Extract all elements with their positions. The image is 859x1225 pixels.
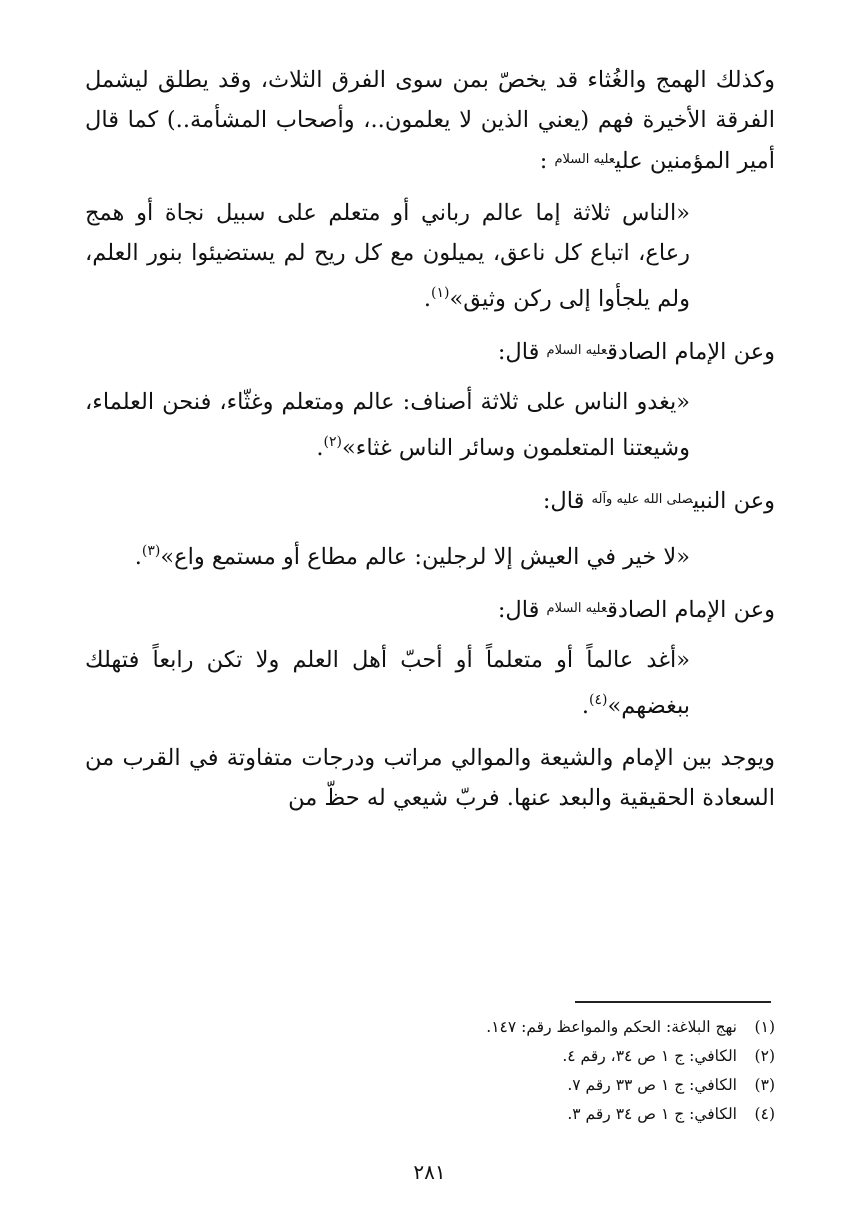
paragraph-1 [85, 60, 775, 181]
paragraph-text: وكذلك الهمج والغُثاء قد يخصّ بمن سوى الفرق الثلاث، وقد يطلق ليشمل الفرقة الأخيرة فهم (يعني الذين لا يعلمون..، وأصحاب المشأمة..) كما قال أمير المؤمنين علي [85, 67, 775, 174]
page-body [85, 60, 775, 830]
quote-3 [85, 531, 690, 577]
footnote-text: الكافي: ج ١ ص ٣٣ رقم ٧. [567, 1076, 737, 1094]
quote-text: «يغدو الناس على ثلاثة أصناف: عالم ومتعلم وغثّاء، فنحن العلماء، وشيعتنا المتعلمون وسائر الناس غثاء» [85, 389, 690, 461]
footnote-text: الكافي: ج ١ ص ٣٤ رقم ٣. [567, 1105, 737, 1123]
intro-text: وعن الإمام الصادق [607, 597, 775, 623]
quote-4 [85, 640, 690, 726]
page-number: ٢٨١ [413, 1160, 446, 1184]
intro-line-1 [85, 331, 775, 372]
quote-1 [85, 193, 690, 319]
intro-suffix: قال: [497, 597, 540, 623]
footnote-text: نهج البلاغة: الحكم والمواعظ رقم: ١٤٧. [486, 1018, 737, 1036]
footnote-divider [575, 1001, 771, 1003]
honorific-symbol: عليه السلام [546, 343, 608, 358]
quote-text: «لا خير في العيش إلا لرجلين: عالم مطاع أو مستمع واع» [160, 544, 690, 570]
quote-suffix: . [423, 286, 431, 312]
honorific-symbol: عليه السلام [554, 152, 616, 167]
quote-text: «أغد عالماً أو متعلماً أو أحبّ أهل العلم ولا تكن رابعاً فتهلك ببغضهم» [85, 647, 690, 719]
footnote-ref-4: (٤) [589, 692, 608, 708]
footnote-ref-3: (٣) [141, 543, 161, 559]
footnote-ref-2: (٢) [323, 434, 342, 450]
quote-suffix: . [581, 693, 589, 719]
paragraph-text: ويوجد بين الإمام والشيعة والموالي مراتب ودرجات متفاوتة في القرب من السعادة الحقيقية والبعد عنها. فربّ شيعي له حظّ من [85, 745, 775, 811]
quote-text: «الناس ثلاثة إما عالم رباني أو متعلم على سبيل نجاة أو همج رعاع، اتباع كل ناعق، يميلون مع كل ريح لم يستضيئوا بنور العلم، ولم يلجأوا إلى ركن وثيق» [85, 200, 690, 312]
intro-suffix: قال: [497, 339, 540, 365]
footnote-item [85, 1100, 775, 1129]
intro-line-3 [85, 589, 775, 630]
quote-suffix: . [316, 435, 324, 461]
paragraph-suffix: : [539, 148, 548, 174]
honorific-symbol: صلى الله عليه وآله [591, 492, 693, 507]
footnote-number: (٢) [754, 1047, 775, 1065]
intro-text: وعن الإمام الصادق [607, 339, 775, 365]
footnote-number: (٤) [754, 1105, 775, 1123]
intro-line-2 [85, 480, 775, 521]
intro-text: وعن النبي [692, 488, 775, 514]
footnote-number: (١) [754, 1018, 775, 1036]
footnote-item [85, 1071, 775, 1100]
footnote-item [85, 1042, 775, 1071]
footnote-text: الكافي: ج ١ ص ٣٤، رقم ٤. [562, 1047, 737, 1065]
footnote-ref-1: (١) [431, 285, 450, 301]
intro-suffix: قال: [542, 488, 585, 514]
quote-suffix: . [134, 544, 142, 570]
footnote-number: (٣) [754, 1076, 775, 1094]
quote-2 [85, 382, 690, 468]
footnotes [85, 1013, 775, 1129]
footnote-item [85, 1013, 775, 1042]
honorific-symbol: عليه السلام [546, 601, 608, 616]
paragraph-final [85, 738, 775, 818]
